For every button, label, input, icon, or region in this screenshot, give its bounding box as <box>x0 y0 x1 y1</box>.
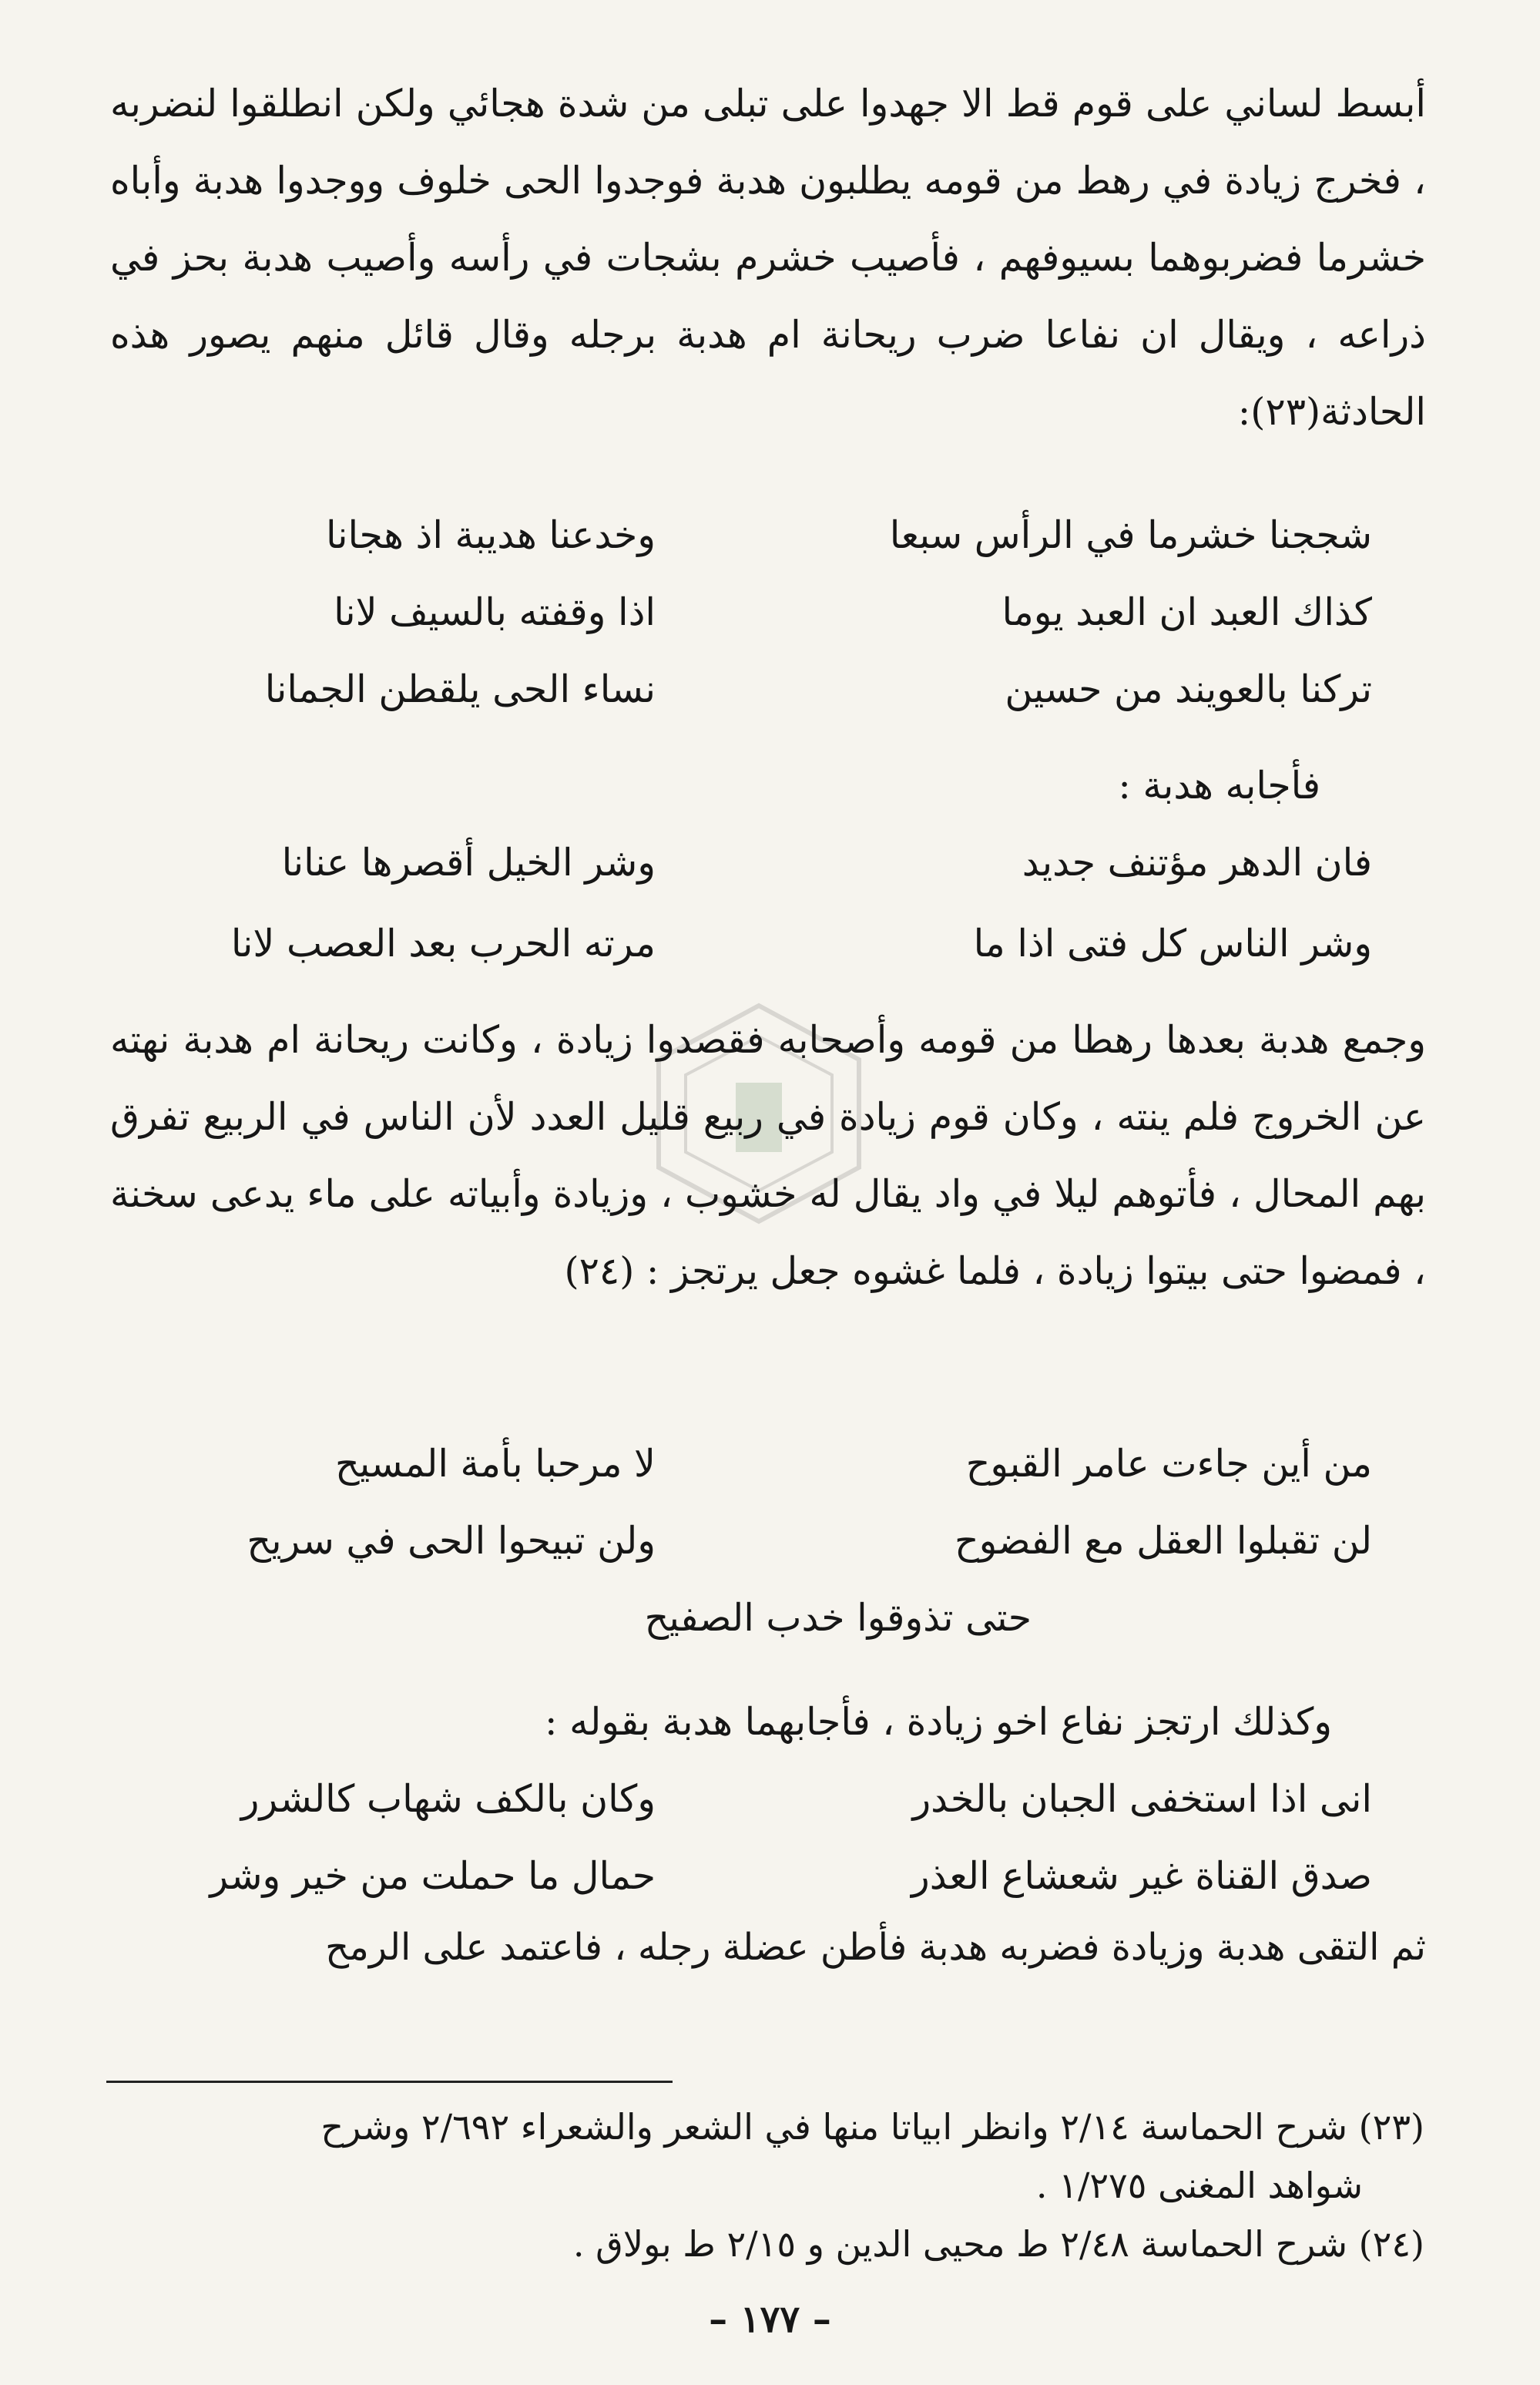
hemistich-first: لن تقبلوا العقل مع الفضوح <box>954 1519 1372 1563</box>
verse-line <box>110 497 1426 574</box>
hemistich-first: انى اذا استخفى الجبان بالخدر <box>912 1777 1372 1821</box>
hemistich-second: اذا وقفته بالسيف لانا <box>334 590 656 634</box>
paragraph-1: أبسط لساني على قوم قط الا جهدوا على تبلى من شدة هجائي ولكن انطلقوا لنضربه ، فخرج زيادة في رهط من قومه يطلبون هدبة فوجدوا الحى خلوف ووجدوا هدبة وأباه خشرما فضربوهما بسيوفهم ، فأصيب خشرم بشجات في رأسه وأصيب هدبة بحز في ذراعه ، ويقال ان نفاعا ضرب ريحانة ام هدبة برجله وقال قائل منهم يصور هذه الحادثة(٢٣): <box>110 82 1426 434</box>
verse-line <box>110 1761 1426 1838</box>
footnote-24: (٢٤) شرح الحماسة ٢/٤٨ ط محيى الدين و ٢/١٥ ط بولاق . <box>572 2223 1424 2265</box>
hemistich-first: تركنا بالعويند من حسين <box>1005 667 1372 711</box>
verse-line <box>110 905 1426 983</box>
verse-closing-line: حتى تذوقوا خدب الصفيح <box>644 1596 1032 1640</box>
verse-line <box>110 1503 1426 1580</box>
verse-line <box>110 651 1426 728</box>
hemistich-second: حمال ما حملت من خير وشر <box>210 1854 656 1898</box>
hemistich-first: من أين جاءت عامر القبوح <box>965 1442 1372 1486</box>
hemistich-first: فان الدهر مؤتنف جديد <box>1022 841 1372 885</box>
hemistich-first: وشر الناس كل فتى اذا ما <box>973 922 1372 966</box>
page-number: – ١٧٧ – <box>709 2298 831 2341</box>
verse-line <box>110 1426 1426 1503</box>
hemistich-second: لا مرحبا بأمة المسيح <box>334 1442 656 1486</box>
reply-intro-2: وكذلك ارتجز نفاع اخو زيادة ، فأجابهما هدبة بقوله : <box>544 1700 1332 1744</box>
verse-line <box>110 1838 1426 1915</box>
hemistich-first: شججنا خشرما في الرأس سبعا <box>889 513 1372 557</box>
verse-line <box>110 825 1426 902</box>
verse-line <box>110 574 1426 651</box>
paragraph-3: ثم التقى هدبة وزيادة فضربه هدبة فأطن عضلة رجله ، فاعتمد على الرمح <box>325 1926 1426 1969</box>
footnotes <box>115 2098 1424 2273</box>
footnote-divider <box>106 2081 673 2083</box>
hemistich-second: وكان بالكف شهاب كالشرر <box>240 1777 656 1821</box>
hemistich-second: ولن تبيحوا الحى في سريح <box>247 1519 656 1563</box>
hemistich-second: وشر الخيل أقصرها عنانا <box>281 841 656 885</box>
hemistich-first: كذاك العبد ان العبد يوما <box>1002 590 1372 634</box>
paragraph-2: وجمع هدبة بعدها رهطا من قومه وأصحابه فقصدوا زيادة ، وكانت ريحانة ام هدبة نهته عن الخروج فلم ينته ، وكان قوم زيادة في ربيع قليل العدد لأن الناس في الربيع تفرق بهم المحال ، فأتوهم ليلا في واد يقال له خشوب ، وزيادة وأبياته على ماء يدعى سخنة ، فمضوا حتى بيتوا زيادة ، فلما غشوه جعل يرتجز : (٢٤) <box>110 1018 1426 1293</box>
hemistich-first: صدق القناة غير شعشاع العذر <box>911 1854 1372 1898</box>
reply-intro-1: فأجابه هدبة : <box>1118 764 1320 808</box>
hemistich-second: نساء الحى يلقطن الجمانا <box>264 667 656 711</box>
footnote-23-line-2: شواهد المغنى ١/٢٧٥ . <box>1035 2165 1363 2206</box>
hemistich-second: مرته الحرب بعد العصب لانا <box>230 922 656 966</box>
footnote-23-line-1: (٢٣) شرح الحماسة ٢/١٤ وانظر ابياتا منها في الشعر والشعراء ٢/٦٩٢ وشرح <box>320 2106 1424 2148</box>
hemistich-second: وخدعنا هديبة اذ هجانا <box>325 513 656 557</box>
